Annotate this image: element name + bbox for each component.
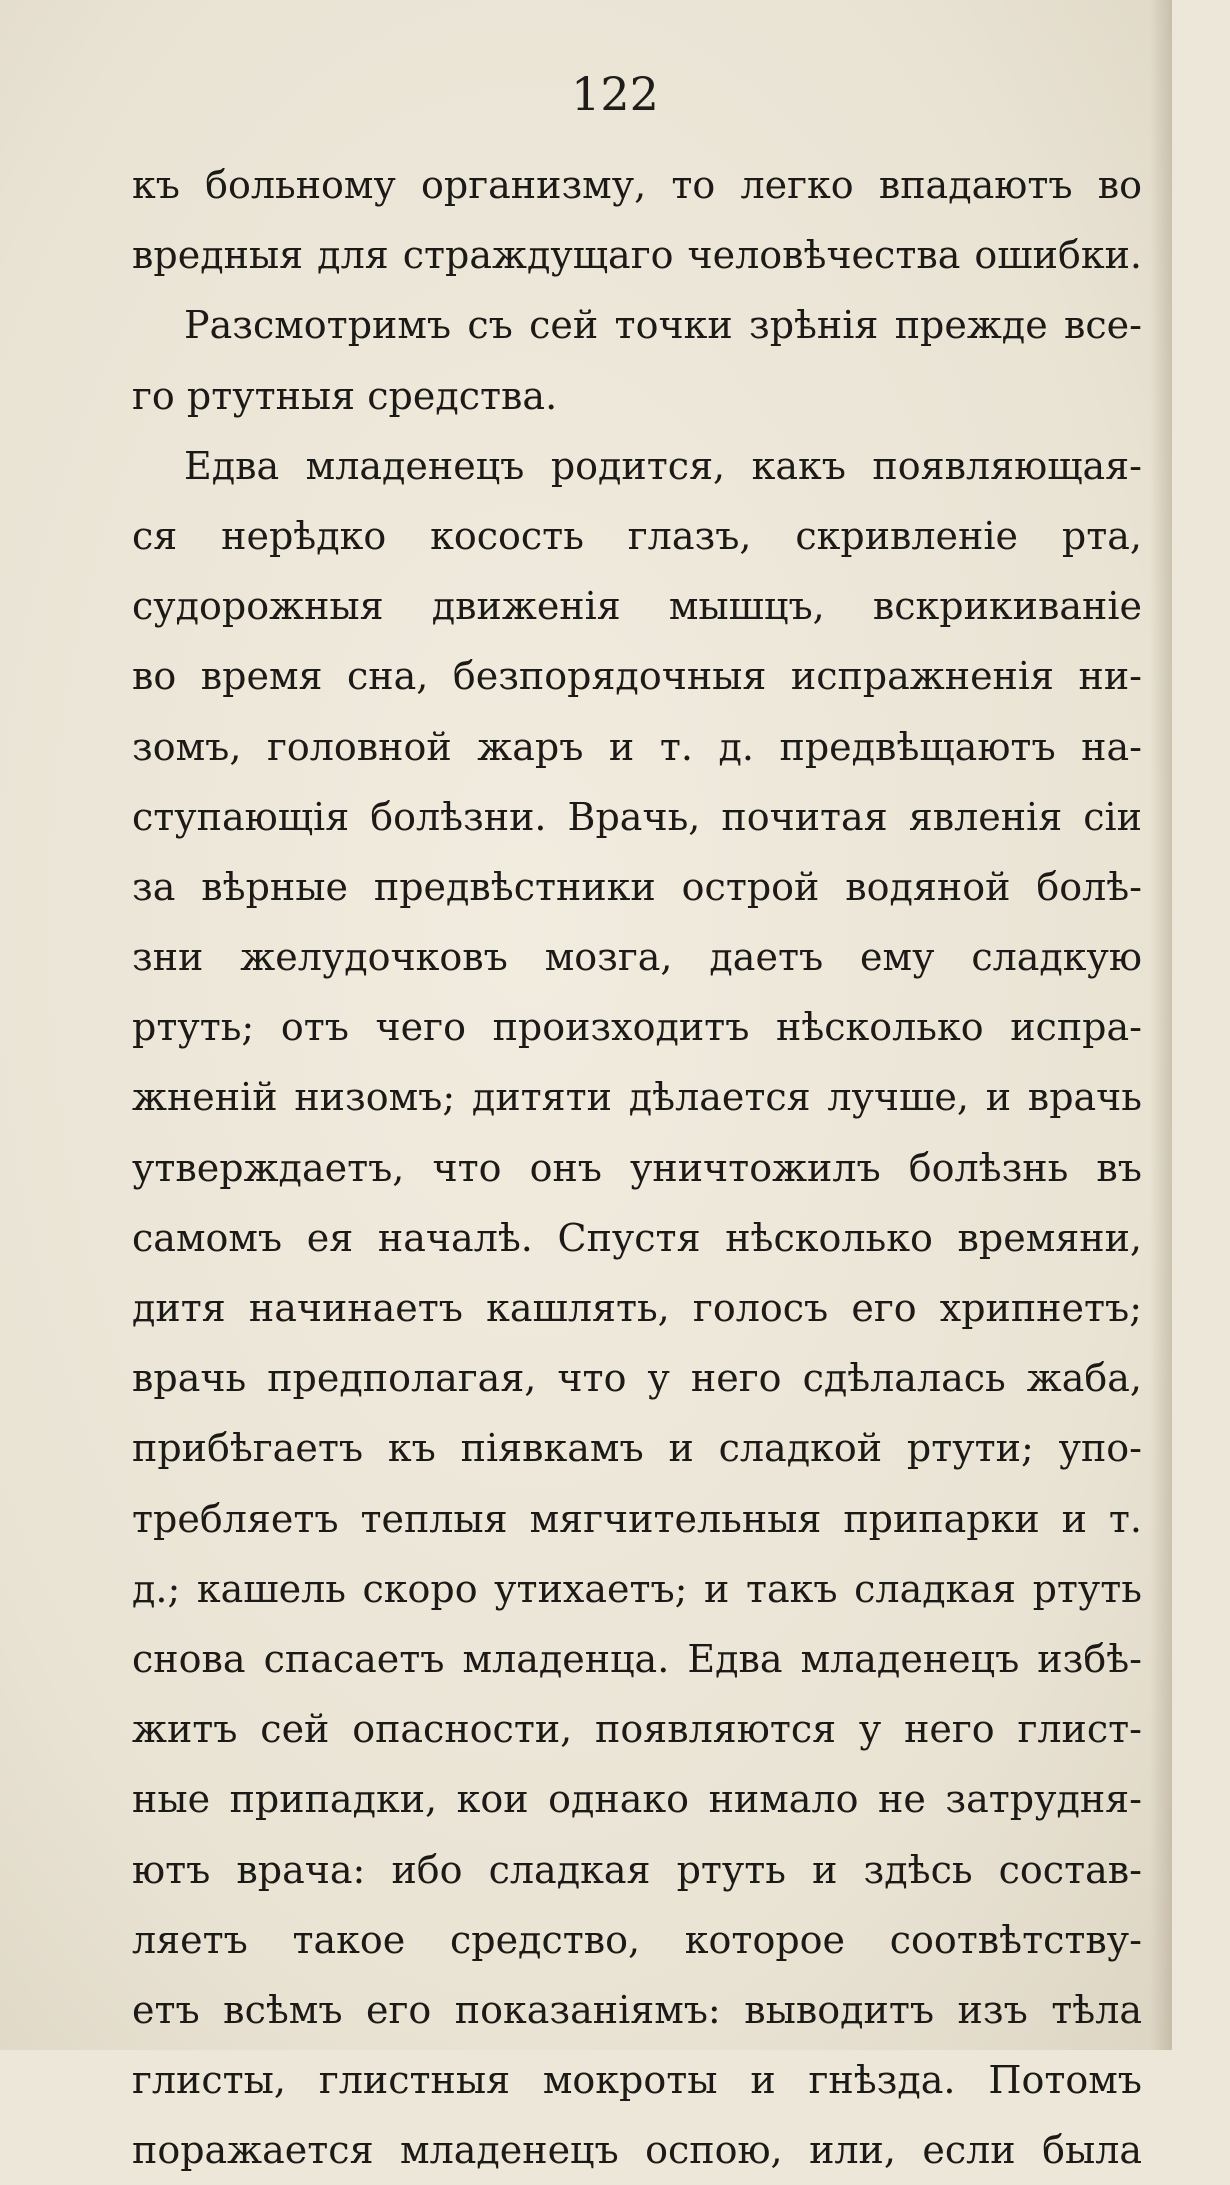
text-line: во время сна, безпорядочныя испражненія ни- (132, 654, 1142, 699)
text-line: вредныя для страждущаго человѣчества ошибки. (132, 233, 1142, 278)
body-text (132, 150, 1142, 2185)
text-line: зомъ, головной жаръ и т. д. предвѣщаютъ на- (132, 724, 1142, 769)
text-line: ляетъ такое средство, которое соотвѣтству- (132, 1917, 1142, 1962)
text-line: ртуть; отъ чего произходитъ нѣсколько испра- (132, 1005, 1142, 1050)
text-line: ся нерѣдко косость глазъ, скривленіе рта, (132, 513, 1142, 558)
text-line: ютъ врача: ибо сладкая ртуть и здѣсь состав- (132, 1847, 1142, 1892)
text-line: къ больному организму, то легко впадаютъ во (132, 163, 1142, 207)
text-line: житъ сей опасности, появляются у него глист- (132, 1707, 1142, 1752)
text-line: етъ всѣмъ его показаніямъ: выводитъ изъ тѣла (132, 1987, 1142, 2032)
text-line: за вѣрные предвѣстники острой водяной болѣ- (132, 864, 1142, 909)
text-line: жненій низомъ; дитяти дѣлается лучше, и врачь (132, 1075, 1142, 1120)
text-line: самомъ ея началѣ. Спустя нѣсколько времяни, (132, 1215, 1142, 1260)
text-line: судорожныя движенія мышцъ, вскрикиваніе (132, 584, 1142, 629)
text-line: ные припадки, кои однако нимало не затрудня- (132, 1777, 1142, 1822)
page-number: 122 (571, 67, 659, 121)
text-line: Едва младенецъ родится, какъ появляющая- (184, 443, 1142, 488)
page-edge-shadow (1150, 0, 1172, 2050)
text-line: снова спасаетъ младенца. Едва младенецъ избѣ- (132, 1636, 1142, 1681)
text-line: го ртутныя средства. (132, 373, 558, 418)
text-line: врачь предполагая, что у него сдѣлалась жаба, (132, 1356, 1142, 1401)
text-line: дитя начинаетъ кашлять, голосъ его хрипнетъ; (132, 1286, 1142, 1330)
text-line: прибѣгаетъ къ піявкамъ и сладкой ртути; упо- (132, 1426, 1142, 1471)
text-line: ступающія болѣзни. Врачь, почитая явленія сіи (132, 794, 1142, 839)
text-line: д.; кашель скоро утихаетъ; и такъ сладкая ртуть (132, 1566, 1142, 1611)
text-line: глисты, глистныя мокроты и гнѣзда. Потомъ (132, 2058, 1142, 2103)
text-line: утверждаетъ, что онъ уничтожилъ болѣзнь въ (132, 1145, 1142, 1190)
text-line: Разсмотримъ съ сей точки зрѣнія прежде все- (184, 303, 1142, 348)
text-line: требляетъ теплыя мягчительныя припарки и т. (132, 1496, 1142, 1541)
text-line: зни желудочковъ мозга, даетъ ему сладкую (132, 935, 1142, 980)
text-line: поражается младенецъ оспою, или, если была (132, 2128, 1142, 2173)
